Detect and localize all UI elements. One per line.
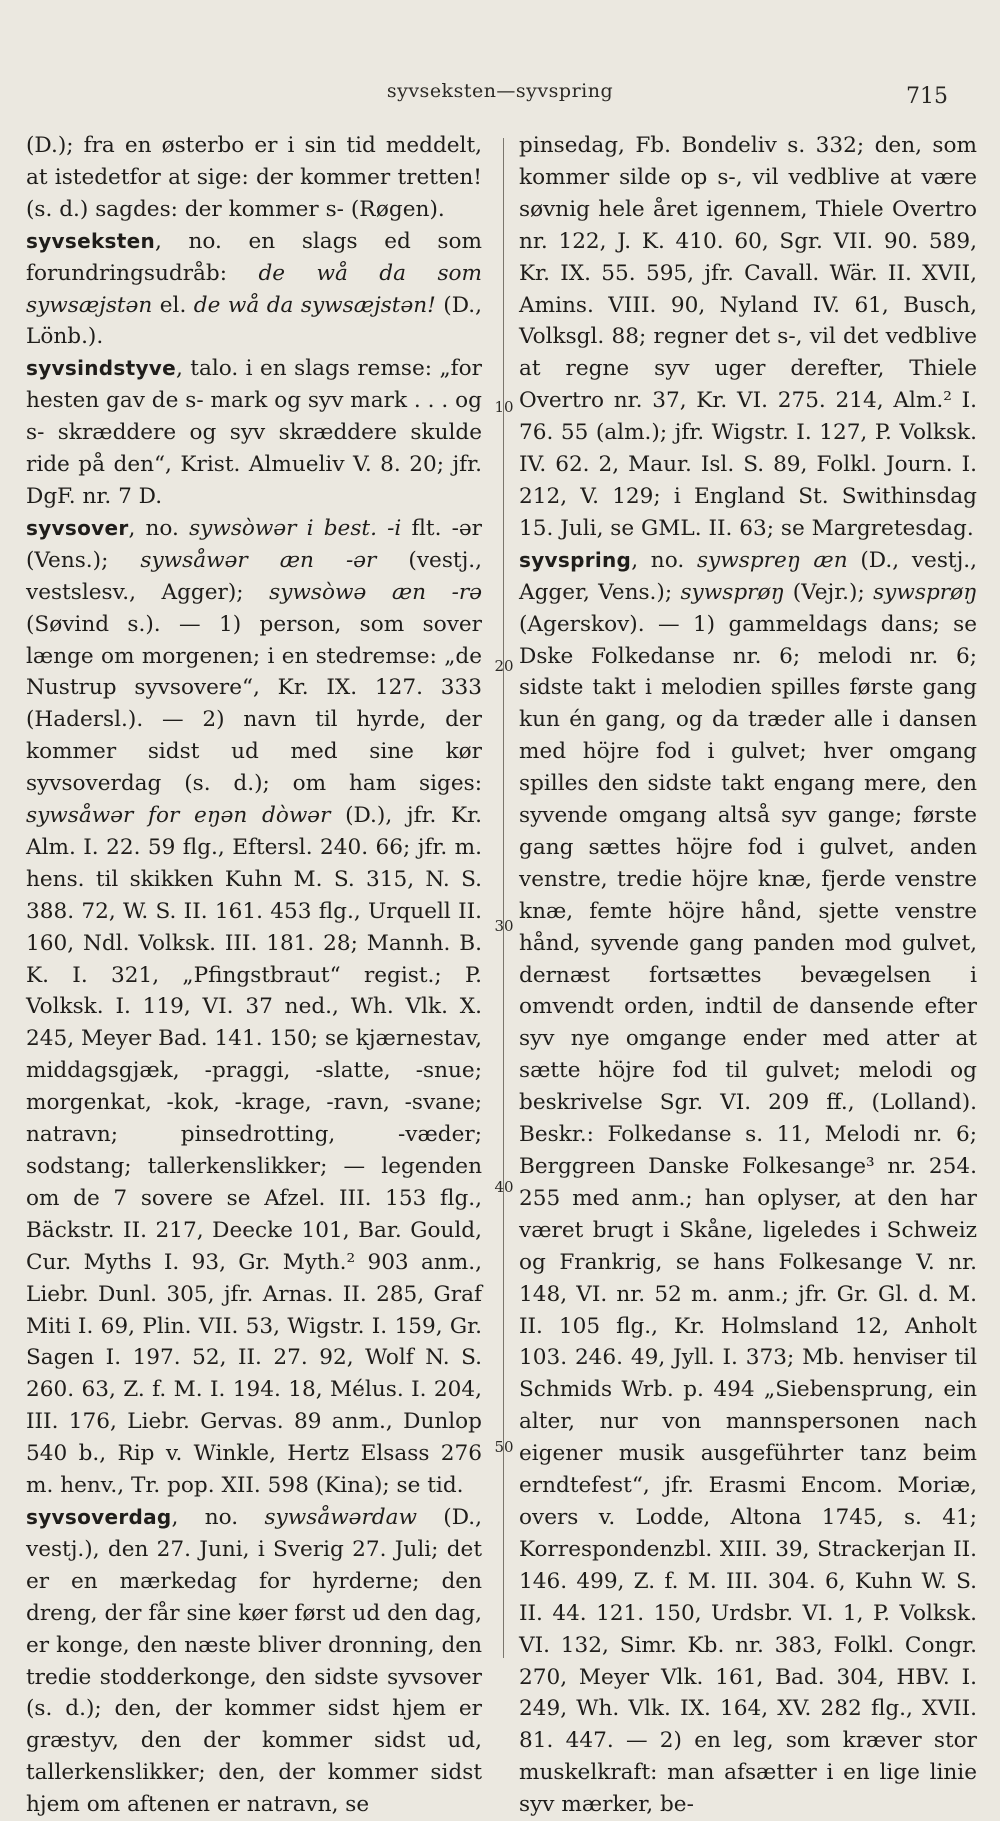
syvspring-phonetic-2: sywsprøŋ <box>680 579 785 605</box>
syvsover-phonetic-1: sywsòwər i best. -i <box>189 515 402 541</box>
syvsover-text-e: (D.), jfr. Kr. Alm. I. 22. 59 flg., Eftersl. 240. 66; jfr. m. hens. til skikken Kuhn M. S. 315, N. S. 388. 72, W. S. II. 161. 453 flg., Urquell II. 160, Ndl. Volksk. III. 181. 28; Mannh. B. K. I. 321, „Pfingstbraut“ regist.; P. Volksk. I. 119, VI. 37 ned., Wh. Vlk. X. 245, Meyer Bad. 141. 150; se kjærnestav, middagsgjæk, -praggi, -slatte, -snue; morgenkat, -kok, -krage, -ravn, -svane; natravn; pinsedrotting, -væder; sodstang; tallerkenslikker; — legenden om de 7 sovere se Afzel. III. 153 flg., Bäckstr. II. 217, Deecke 101, Bar. Gould, Cur. Myths I. 93, Gr. Myth.² 903 anm., Liebr. Dunl. 305, jfr. Arnas. II. 285, Graf Miti I. 69, Plin. VII. 53, Wigstr. I. 159, Gr. Sagen I. 197. 52, II. 27. 92, Wolf N. S. 260. 63, Z. f. M. I. 194. 18, Mélus. I. 204, III. 176, Liebr. Gervas. 89 anm., Dunlop 540 b., Rip v. Winkle, Hertz Elsass 276 m. henv., Tr. pop. XII. 598 (Kina); se tid. <box>26 803 482 1499</box>
syvseksten-phonetic-1: de wå da som sywsæjstən <box>26 260 482 318</box>
syvsover-phonetic-3: sywsòwə æn -rə <box>269 579 482 605</box>
line-number-10: 10 <box>494 398 514 416</box>
syvsover-phonetic-2: sywsåwər æn -ər <box>140 547 377 573</box>
syvsoverdag-text-a: , no. <box>171 1504 265 1530</box>
left-column <box>26 130 482 1821</box>
syvspring-phonetic-3: sywsprøŋ <box>873 579 977 605</box>
running-head: syvseksten—syvspring <box>386 80 614 102</box>
entry-continuation: (D.); fra en østerbo er i sin tid meddelt, at istedetfor at sige: der kommer tretten! (s. d.) sagdes: der kommer s- (Røgen). <box>26 133 482 222</box>
syvspring-text-b: (D., vestj., Agger, Vens.); <box>519 547 978 605</box>
headword-syvsindstyve: syvsindstyve <box>26 356 176 381</box>
syvsoverdag-text-b: (D., vestj.), den 27. Juni, i Sverig 27. Juli; det er en mærkedag for hyrderne; den dreng, der får sine køer først ud den dag, er konge, den næste bliver dronning, den tredie stodderkonge, den sidste syvsover (s. d.); den, der kommer sidst hjem er græstyv, den der kommer sidst ud, tallerkenslikker; den, der kommer sidst hjem om aftenen er natravn, se <box>26 1504 483 1818</box>
syvspring-phonetic-1: sywspreŋ æn <box>696 547 848 573</box>
syvspring-text-a: , no. <box>631 547 697 573</box>
syvseksten-text-c: (D., Lönb.). <box>26 292 482 350</box>
headword-syvsoverdag: syvsoverdag <box>26 1504 172 1529</box>
entry-syvsindstyve <box>26 353 482 513</box>
syvsoverdag-phonetic: sywsåwərdaw <box>264 1504 417 1530</box>
syvsover-text-d: (Søvind s.). — 1) person, som sover længe om morgenen; i en stedremse: „de Nustrup syvsovere“, Kr. IX. 127. 333 (Hadersl.). — 2) navn til hyrde, der kommer sidst ud med sine kør syvsoverdag (s. d.); om ham siges: <box>26 611 482 797</box>
column-divider <box>503 138 504 1658</box>
syvsindstyve-text: , talo. i en slags remse: „for hesten gav de s- mark og syv mark . . . og s- skræddere og syv skræddere skulde ride på den“, Krist. Almueliv V. 8. 20; jfr. DgF. nr. 7 D. <box>26 356 482 509</box>
syvseksten-phonetic-2: de wå da sywsæjstən! <box>193 292 436 318</box>
page-number: 715 <box>906 84 948 109</box>
syvsover-text-c: (vestj., vestslesv., Agger); <box>26 547 483 605</box>
entry-syvseksten <box>26 226 482 354</box>
syvsover-text-b: flt. -ər (Vens.); <box>26 515 482 573</box>
headword-syvseksten: syvseksten <box>26 228 156 253</box>
syvspring-text-c: (Vejr.); <box>784 579 874 605</box>
right-column <box>519 130 977 1821</box>
entry-syvsover <box>26 513 482 1502</box>
syvsover-phonetic-4: sywsåwər for eŋən dòwər <box>26 803 331 829</box>
line-number-50: 50 <box>494 1438 514 1456</box>
line-number-40: 40 <box>494 1178 514 1196</box>
line-number-30: 30 <box>494 917 514 935</box>
syvseksten-text-a: , no. en slags ed som forundringsudråb: <box>26 228 482 286</box>
headword-syvsover: syvsover <box>26 515 129 540</box>
syvspring-text-d: (Agerskov). — 1) gammeldags dans; se Dske Folkedanse nr. 6; melodi nr. 6; sidste takt i melodien spilles første gang kun én gang, og da træder alle i dansen med höjre fod i gulvet; hver omgang spilles den sidste takt engang mere, den syvende omgang altså syv gange; første gang sættes höjre fod i gulvet, anden venstre, tredie höjre knæ, fjerde venstre knæ, femte höjre hånd, sjette venstre hånd, syvende gang panden mod gulvet, dernæst fortsættes bevægelsen i omvendt orden, indtil de dansende efter syv nye omgange ender med atter at sætte höjre fod til gulvet; melodi og beskrivelse Sgr. VI. 209 ff., (Lolland). Beskr.: Folkedanse s. 11, Melodi nr. 6; Berggreen Danske Folkesange³ nr. 254. 255 med anm.; han oplyser, at den har været brugt i Skåne, ligeledes i Schweiz og Frankrig, se hans Folkesange V. nr. 148, VI. nr. 52 m. anm.; jfr. Gr. Gl. d. M. II. 105 flg., Kr. Holmsland 12, Anholt 103. 246. 49, Jyll. I. 373; Mb. henviser til Schmids Wrb. p. 494 „Siebensprung, ein alter, nur von mannspersonen nach eigener musik ausgeführter tanz beim erndtefest“, jfr. Erasmi Encom. Moriæ, overs v. Lodde, Altona 1745, s. 41; Korrespondenzbl. XIII. 39, Strackerjan II. 146. 499, Z. f. M. III. 304. 6, Kuhn W. S. II. 44. 121. 150, Urdsbr. VI. 1, P. Volksk. VI. 132, Simr. Kb. nr. 383, Folkl. Congr. 270, Meyer Vlk. 161, Bad. 304, HBV. I. 249, Wh. Vlk. IX. 164, XV. 282 flg., XVII. 81. 447. — 2) en leg, som kræver stor muskelkraft: man afsætter i en lige linie syv mærker, be- <box>519 611 977 1818</box>
syvseksten-text-b: el. <box>152 292 194 318</box>
headword-syvspring: syvspring <box>519 547 632 572</box>
entry-syvsoverdag <box>26 1502 482 1821</box>
entry-syvspring <box>519 545 977 1821</box>
entry-syvsoverdag-continued: pinsedag, Fb. Bondeliv s. 332; den, som kommer silde op s-, vil vedblive at være søvnig hele året igennem, Thiele Overtro nr. 122, J. K. 410. 60, Sgr. VII. 90. 589, Kr. IX. 55. 595, jfr. Cavall. Wär. II. XVII, Amins. VIII. 90, Nyland IV. 61, Busch, Volksgl. 88; regner det s-, vil det vedblive at regne syv uger derefter, Thiele Overtro nr. 37, Kr. VI. 275. 214, Alm.² I. 76. 55 (alm.); jfr. Wigstr. I. 127, P. Volksk. IV. 62. 2, Maur. Isl. S. 89, Folkl. Journ. I. 212, V. 129; i England St. Swithinsdag 15. Juli, se GML. II. 63; se Margretesdag. <box>519 133 977 541</box>
line-number-20: 20 <box>494 657 514 675</box>
syvsover-text-a: , no. <box>128 515 190 541</box>
